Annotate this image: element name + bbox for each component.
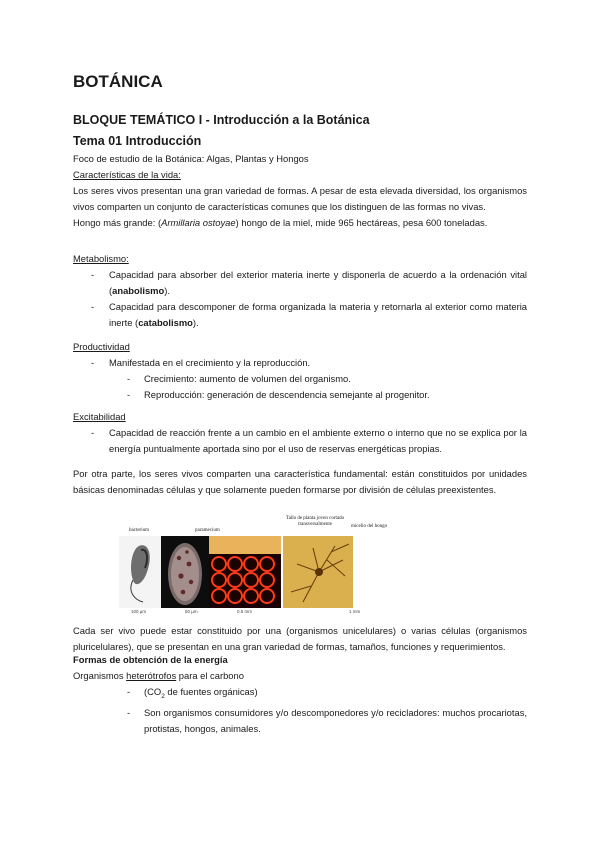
metabolism-section bbox=[73, 251, 527, 331]
fungus-mycelium-image bbox=[283, 536, 353, 608]
list-item: - Manifestada en el crecimiento y la reproducción. bbox=[73, 355, 527, 371]
co2-open: (CO bbox=[144, 686, 162, 697]
list-item: - Crecimiento: aumento de volumen del organismo. bbox=[73, 371, 527, 387]
scale-paramecium: 50 µm bbox=[185, 609, 198, 614]
item-text: ). bbox=[164, 285, 170, 296]
line-after: para el carbono bbox=[176, 670, 244, 681]
energy-sublist bbox=[73, 684, 527, 737]
caption-fungus-mycelium: micelio del hongo bbox=[351, 524, 388, 529]
productivity-list bbox=[73, 355, 527, 371]
list-item bbox=[73, 684, 527, 705]
co2-subscript: 2 bbox=[161, 692, 165, 700]
cells-figure bbox=[119, 518, 391, 614]
anabolism-term: anabolismo bbox=[112, 285, 165, 296]
characteristics-section bbox=[73, 151, 527, 231]
energy-heading: Formas de obtención de la energía bbox=[73, 654, 228, 665]
paramecium-image bbox=[161, 536, 209, 608]
fungus-after: ) hongo de la miel, mide 965 hectáreas, pesa 600 toneladas. bbox=[235, 217, 488, 228]
caption-plant-stem: Tallo de planta joven cortado transversalmente bbox=[285, 516, 345, 527]
block-heading: BLOQUE TEMÁTICO I - Introducción a la Botánica bbox=[73, 113, 370, 127]
characteristics-paragraph: Los seres vivos presentan una gran variedad de formas. A pesar de esta elevada diversidad, los organismos vivos comparten un conjunto de características comunes que los distinguen de las formas no vivas. bbox=[73, 185, 527, 212]
bacterium-image bbox=[119, 536, 161, 608]
heterotroph-line bbox=[73, 668, 527, 684]
fungus-before: Hongo más grande: ( bbox=[73, 217, 162, 228]
scale-bacterium: 100 µm bbox=[131, 609, 147, 614]
diversity-paragraph: Cada ser vivo puede estar constituido por una (organismos unicelulares) o varias células (organismos pluricelulares), que se presentan en una gran variedad de formas, tamaños, funciones y requerimientos. bbox=[73, 625, 527, 652]
excitability-label: Excitabilidad bbox=[73, 411, 126, 422]
metabolism-list bbox=[73, 267, 527, 331]
excitability-section bbox=[73, 409, 527, 457]
list-item: - Son organismos consumidores y/o descomponedores y/o recicladores: muchos procariotas, protistas, hongos, animales. bbox=[73, 705, 527, 737]
caption-paramecium: paramecium bbox=[195, 528, 220, 533]
energy-section bbox=[73, 652, 527, 737]
metabolism-label: Metabolismo: bbox=[73, 253, 129, 264]
focus-line: Foco de estudio de la Botánica: Algas, Plantas y Hongos bbox=[73, 153, 309, 164]
list-item: - Capacidad de reacción frente a un cambio en el ambiente externo o interno que no se explica por la energía puntualmente aportada sino por el uso de reservas energéticas propias. bbox=[73, 425, 527, 457]
list-item bbox=[73, 299, 527, 331]
item-text: Capacidad para absorber del exterior materia inerte y disponerla de acuerdo a la ordenación vital ( bbox=[109, 269, 527, 296]
topic-heading: Tema 01 Introducción bbox=[73, 134, 202, 148]
heterotroph-term: heterótrofos bbox=[126, 670, 177, 681]
fungus-species: Armillaria ostoyae bbox=[161, 217, 236, 228]
scale-fungus: 1 mm bbox=[349, 609, 361, 614]
line-before: Organismos bbox=[73, 670, 127, 681]
characteristics-label: Características de la vida: bbox=[73, 169, 181, 180]
caption-bacterium: bacterium bbox=[129, 528, 149, 533]
scale-plant-stem: 0.5 mm bbox=[237, 609, 253, 614]
list-item bbox=[73, 267, 527, 299]
document-title: BOTÁNICA bbox=[73, 72, 163, 91]
productivity-sublist bbox=[73, 371, 527, 403]
item-text: ). bbox=[192, 317, 199, 328]
excitability-list bbox=[73, 425, 527, 457]
list-item: - Reproducción: generación de descendencia semejante al progenitor. bbox=[73, 387, 527, 403]
fungus-line bbox=[73, 215, 527, 231]
productivity-section bbox=[73, 339, 527, 403]
productivity-label: Productividad bbox=[73, 341, 130, 352]
catabolism-term: catabolismo bbox=[138, 317, 193, 328]
co2-close: de fuentes orgánicas) bbox=[164, 686, 258, 697]
plant-stem-image bbox=[209, 536, 281, 608]
item-text: Capacidad para descomponer de forma organizada la materia y retornarla al exterior como materia inerte ( bbox=[109, 301, 527, 328]
cells-paragraph: Por otra parte, los seres vivos comparten una característica fundamental: están constituidos por unidades básicas denominadas células y que solamente pueden formarse por división de células preexistentes. bbox=[73, 468, 527, 495]
